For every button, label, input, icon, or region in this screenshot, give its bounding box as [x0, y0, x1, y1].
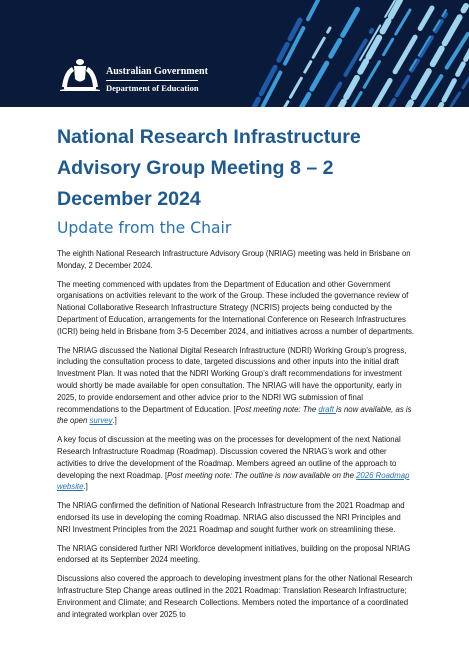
paragraph-3: [57, 345, 415, 428]
coat-of-arms-icon: [58, 57, 102, 91]
survey-link[interactable]: survey: [89, 416, 113, 426]
paragraph-2: The meeting commenced with updates from the Department of Education and other Government organisations on activities relevant to the work of the Group. These included the governance review of National Collaborative Research Infrastructure Strategy (NCRIS) projects being conducted by the Department of Education, arrangements for the International Conference on Research Infrastructures (ICRI) being held in Brisbane from 3-5 December 2024, and initiatives across a number of departments.: [57, 279, 415, 336]
post-meeting-note: Post meeting note: The: [235, 404, 319, 414]
document-body: [57, 122, 415, 620]
paragraph-3-text: The NRIAG discussed the National Digital Research Infrastructure (NDRI) Working Group’s progress, including the consultation process to date, targeted discussions and other inputs into the initial draft Investment Plan. It was noted that the NDRI Working Group’s draft recommendations for investment would shortly be made available for open consultation. The NRIAG will have the opportunity, early in 2025, to provide endorsement and other advice prior to the NDRI WG submission of final recommendations to the Department of Education.: [57, 345, 407, 414]
paragraph-5: The NRIAG confirmed the definition of National Research Infrastructure from the 2021 Roadmap and endorsed its use in developing the coming Roadmap. NRIAG also discussed the NRI Principles and NRI Investment Principles from the 2021 Roadmap and sought further work on streamlining these.: [57, 501, 405, 534]
gov-name: Australian Government: [106, 66, 208, 77]
post-meeting-note: Post meeting note: The outline is now available on the: [167, 470, 357, 480]
note-open: [: [164, 470, 168, 480]
banner-stripe: [262, 0, 318, 107]
banner-stripe: [402, 6, 466, 107]
page-subtitle: Update from the Chair: [57, 219, 232, 237]
post-meeting-note-cont: is now available, as is the open: [57, 404, 412, 426]
draft-link[interactable]: draft: [318, 404, 337, 414]
note-close: .]: [112, 416, 117, 426]
page-title: National Research Infrastructure Advisory Group Meeting 8 – 2 December 2024: [57, 126, 361, 210]
roadmap-website-link[interactable]: 2026 Roadmap website: [57, 470, 410, 492]
paragraph-6: The NRIAG considered further NRI Workforce development initiatives, building on the proposal NRIAG endorsed at its September 2024 meeting.: [57, 543, 411, 565]
note-open: [: [233, 404, 236, 414]
paragraph-7: Discussions also covered the approach to developing investment plans for the other National Research Infrastructure Step Change areas outlined in the 2021 Roadmap: Translation Research Infrastructure; Environment and Climate; and Research Collections. Members noted the importance of a coordinated and integrated workplan over 2025 to: [57, 574, 413, 619]
government-wordmark: [106, 66, 208, 94]
paragraph-4-text: A key focus of discussion at the meeting was on the processes for development of the next National Research Infrastructure Roadmap (Roadmap). Discussion covered the NRIAG’s work and other activities to drive the development of the Roadmap. Members agreed an outline of the approach to developing the next Roadmap.: [57, 435, 401, 480]
banner-stripe: [338, 0, 400, 107]
header-banner: [0, 0, 469, 107]
department-name: Department of Education: [106, 83, 199, 93]
paragraph-4: [57, 434, 415, 493]
paragraph-1: The eighth National Research Infrastructure Advisory Group (NRIAG) meeting was held in Brisbane on Monday, 2 December 2024.: [57, 249, 411, 270]
note-close: .]: [83, 482, 88, 492]
wordmark-divider: [106, 80, 198, 81]
